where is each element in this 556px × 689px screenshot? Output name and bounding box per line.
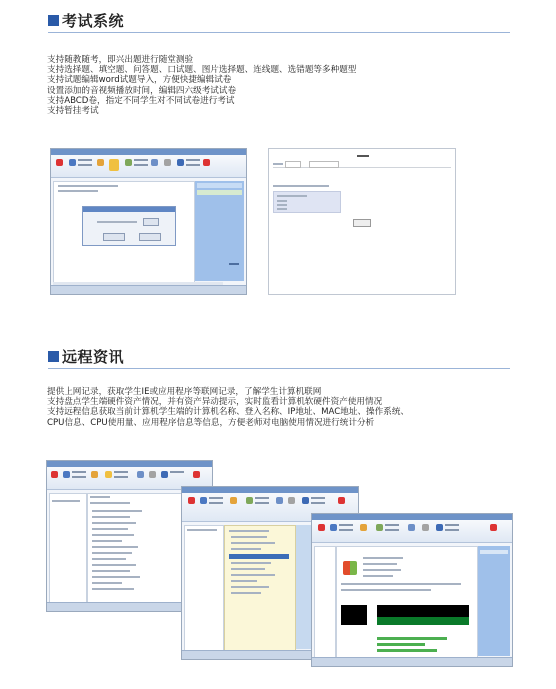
section-title-remote-info bbox=[48, 346, 124, 367]
feature-line: 支持选择题、填空题、问答题、口试题、图片选择题、连线题、选错题等多种题型 bbox=[47, 65, 357, 76]
feature-line: 支持远程信息获取当前计算机学生端的计算机名称、登入名称、IP地址、MAC地址、操作系统、 bbox=[47, 407, 410, 418]
system-info-screenshot bbox=[311, 513, 513, 667]
feature-line: 支持暂挂考试 bbox=[47, 106, 99, 117]
exam-app-screenshot bbox=[50, 148, 247, 295]
section-title-text: 远程资讯 bbox=[62, 348, 125, 366]
feature-line: 设置添加的音视频播放时间，编辑四六级考试试卷 bbox=[47, 85, 237, 96]
section-divider bbox=[48, 32, 510, 33]
side-panel bbox=[195, 181, 244, 281]
remote-feature-list bbox=[47, 387, 409, 428]
ribbon-toolbar bbox=[51, 155, 246, 178]
exam-paper-screenshot bbox=[268, 148, 456, 295]
feature-line: CPU信息、CPU使用量、应用程序信息等信息，方便老师对电脑使用情况进行统计分析 bbox=[47, 417, 375, 428]
status-bar bbox=[51, 285, 246, 294]
exam-feature-list bbox=[47, 55, 356, 116]
section-marker bbox=[48, 351, 59, 362]
exam-grid bbox=[53, 181, 195, 283]
section-marker bbox=[48, 15, 59, 26]
feature-line: 支持盘点学生端硬件资产情况，并有资产异动提示，实时监看计算机软硬件资产使用情况 bbox=[47, 397, 383, 408]
section-divider bbox=[48, 368, 510, 369]
feature-line: 支持ABCD卷，指定不同学生对不同试卷进行考试 bbox=[47, 95, 235, 106]
section-title-exam bbox=[48, 10, 124, 31]
feature-line: 支持试题编辑word试题导入，方便快捷编辑试卷 bbox=[47, 75, 232, 86]
feature-line: 支持随教随考，即兴出题进行随堂测验 bbox=[47, 55, 194, 65]
feature-line: 提供上网记录，获取学生IE或应用程序等联网记录，了解学生计算机联网 bbox=[47, 387, 322, 397]
section-title-text: 考试系统 bbox=[62, 12, 125, 30]
